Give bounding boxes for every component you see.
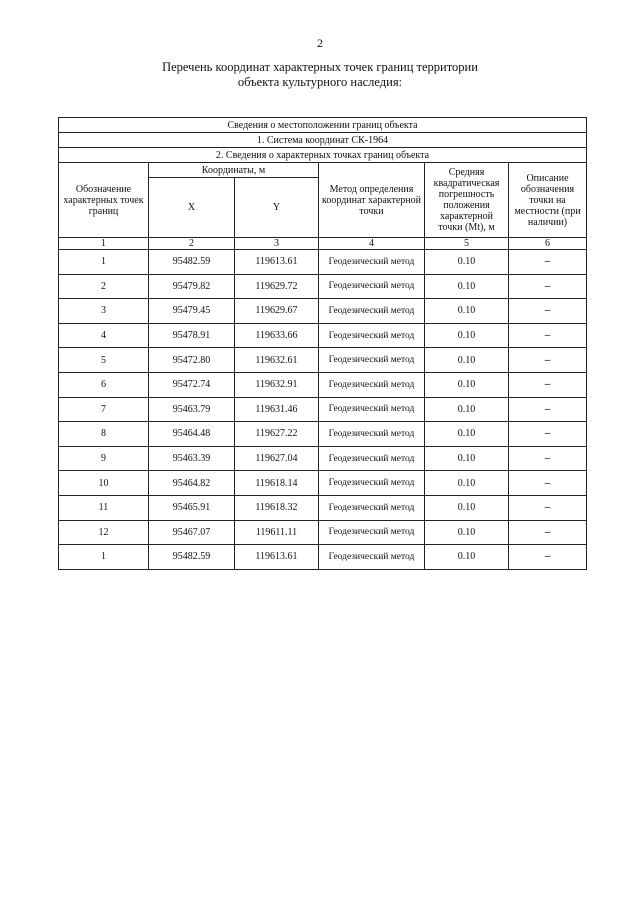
error-cell: 0.10 [425, 422, 509, 447]
error-cell: 0.10 [425, 274, 509, 299]
method-cell: Геодезический метод [319, 545, 425, 570]
header-method: Метод определения координат характерной точки [319, 163, 425, 238]
y-cell: 119632.91 [235, 372, 319, 397]
coordinates-table [58, 117, 587, 570]
table-row [59, 471, 587, 496]
point-cell: 1 [59, 250, 149, 275]
point-cell: 4 [59, 323, 149, 348]
header-y: Y [235, 178, 319, 238]
error-cell: 0.10 [425, 299, 509, 324]
document-title [0, 60, 640, 90]
header-coordinates: Координаты, м [149, 163, 319, 178]
table-row [59, 397, 587, 422]
description-cell: – [509, 348, 587, 373]
description-cell: – [509, 397, 587, 422]
x-cell: 95482.59 [149, 250, 235, 275]
point-cell: 1 [59, 545, 149, 570]
error-cell: 0.10 [425, 471, 509, 496]
column-number: 2 [149, 238, 235, 250]
method-cell: Геодезический метод [319, 299, 425, 324]
y-cell: 119633.66 [235, 323, 319, 348]
error-cell: 0.10 [425, 520, 509, 545]
method-cell: Геодезический метод [319, 471, 425, 496]
point-cell: 12 [59, 520, 149, 545]
table-row [59, 545, 587, 570]
table-row [59, 495, 587, 520]
x-cell: 95463.39 [149, 446, 235, 471]
points-info: 2. Сведения о характерных точках границ объекта [59, 148, 587, 163]
y-cell: 119618.32 [235, 495, 319, 520]
method-cell: Геодезический метод [319, 348, 425, 373]
x-cell: 95472.74 [149, 372, 235, 397]
method-cell: Геодезический метод [319, 520, 425, 545]
column-number: 5 [425, 238, 509, 250]
table-row [59, 274, 587, 299]
description-cell: – [509, 471, 587, 496]
section-title: Сведения о местоположении границ объекта [59, 118, 587, 133]
page-number: 2 [317, 36, 323, 50]
x-cell: 95464.82 [149, 471, 235, 496]
error-cell: 0.10 [425, 446, 509, 471]
description-cell: – [509, 520, 587, 545]
point-cell: 10 [59, 471, 149, 496]
header-description: Описание обозначения точки на местности (при наличии) [509, 163, 587, 238]
column-number: 3 [235, 238, 319, 250]
x-cell: 95472.80 [149, 348, 235, 373]
point-cell: 6 [59, 372, 149, 397]
title-line-2: объекта культурного наследия: [237, 75, 403, 89]
error-cell: 0.10 [425, 545, 509, 570]
point-cell: 11 [59, 495, 149, 520]
column-number: 4 [319, 238, 425, 250]
header-designation: Обозначение характерных точек границ [59, 163, 149, 238]
error-cell: 0.10 [425, 250, 509, 275]
header-error: Средняя квадратическая погрешность положения характерной точки (Mt), м [425, 163, 509, 238]
table-row [59, 520, 587, 545]
description-cell: – [509, 422, 587, 447]
table-row [59, 422, 587, 447]
method-cell: Геодезический метод [319, 274, 425, 299]
section-title-row [59, 118, 587, 133]
y-cell: 119611.11 [235, 520, 319, 545]
x-cell: 95479.82 [149, 274, 235, 299]
method-cell: Геодезический метод [319, 446, 425, 471]
description-cell: – [509, 250, 587, 275]
description-cell: – [509, 323, 587, 348]
point-cell: 5 [59, 348, 149, 373]
x-cell: 95482.59 [149, 545, 235, 570]
y-cell: 119627.22 [235, 422, 319, 447]
header-x: X [149, 178, 235, 238]
x-cell: 95463.79 [149, 397, 235, 422]
point-cell: 7 [59, 397, 149, 422]
column-number: 6 [509, 238, 587, 250]
method-cell: Геодезический метод [319, 397, 425, 422]
y-cell: 119618.14 [235, 471, 319, 496]
description-cell: – [509, 299, 587, 324]
table-row [59, 372, 587, 397]
y-cell: 119613.61 [235, 250, 319, 275]
method-cell: Геодезический метод [319, 372, 425, 397]
method-cell: Геодезический метод [319, 495, 425, 520]
description-cell: – [509, 372, 587, 397]
method-cell: Геодезический метод [319, 250, 425, 275]
point-cell: 8 [59, 422, 149, 447]
error-cell: 0.10 [425, 495, 509, 520]
y-cell: 119627.04 [235, 446, 319, 471]
method-cell: Геодезический метод [319, 323, 425, 348]
description-cell: – [509, 495, 587, 520]
y-cell: 119629.67 [235, 299, 319, 324]
x-cell: 95479.45 [149, 299, 235, 324]
point-cell: 3 [59, 299, 149, 324]
table-row [59, 323, 587, 348]
table-row [59, 299, 587, 324]
y-cell: 119632.61 [235, 348, 319, 373]
y-cell: 119631.46 [235, 397, 319, 422]
x-cell: 95467.07 [149, 520, 235, 545]
column-number: 1 [59, 238, 149, 250]
y-cell: 119613.61 [235, 545, 319, 570]
error-cell: 0.10 [425, 323, 509, 348]
method-cell: Геодезический метод [319, 422, 425, 447]
x-cell: 95464.48 [149, 422, 235, 447]
description-cell: – [509, 545, 587, 570]
error-cell: 0.10 [425, 397, 509, 422]
table-row [59, 250, 587, 275]
title-line-1: Перечень координат характерных точек границ территории [162, 60, 478, 74]
x-cell: 95465.91 [149, 495, 235, 520]
coord-system: 1. Система координат СК-1964 [59, 133, 587, 148]
error-cell: 0.10 [425, 348, 509, 373]
table-row [59, 446, 587, 471]
header-row-1 [59, 163, 587, 178]
y-cell: 119629.72 [235, 274, 319, 299]
point-cell: 2 [59, 274, 149, 299]
points-info-row [59, 148, 587, 163]
column-numbers-row [59, 238, 587, 250]
x-cell: 95478.91 [149, 323, 235, 348]
point-cell: 9 [59, 446, 149, 471]
table-row [59, 348, 587, 373]
coord-system-row [59, 133, 587, 148]
description-cell: – [509, 274, 587, 299]
description-cell: – [509, 446, 587, 471]
error-cell: 0.10 [425, 372, 509, 397]
